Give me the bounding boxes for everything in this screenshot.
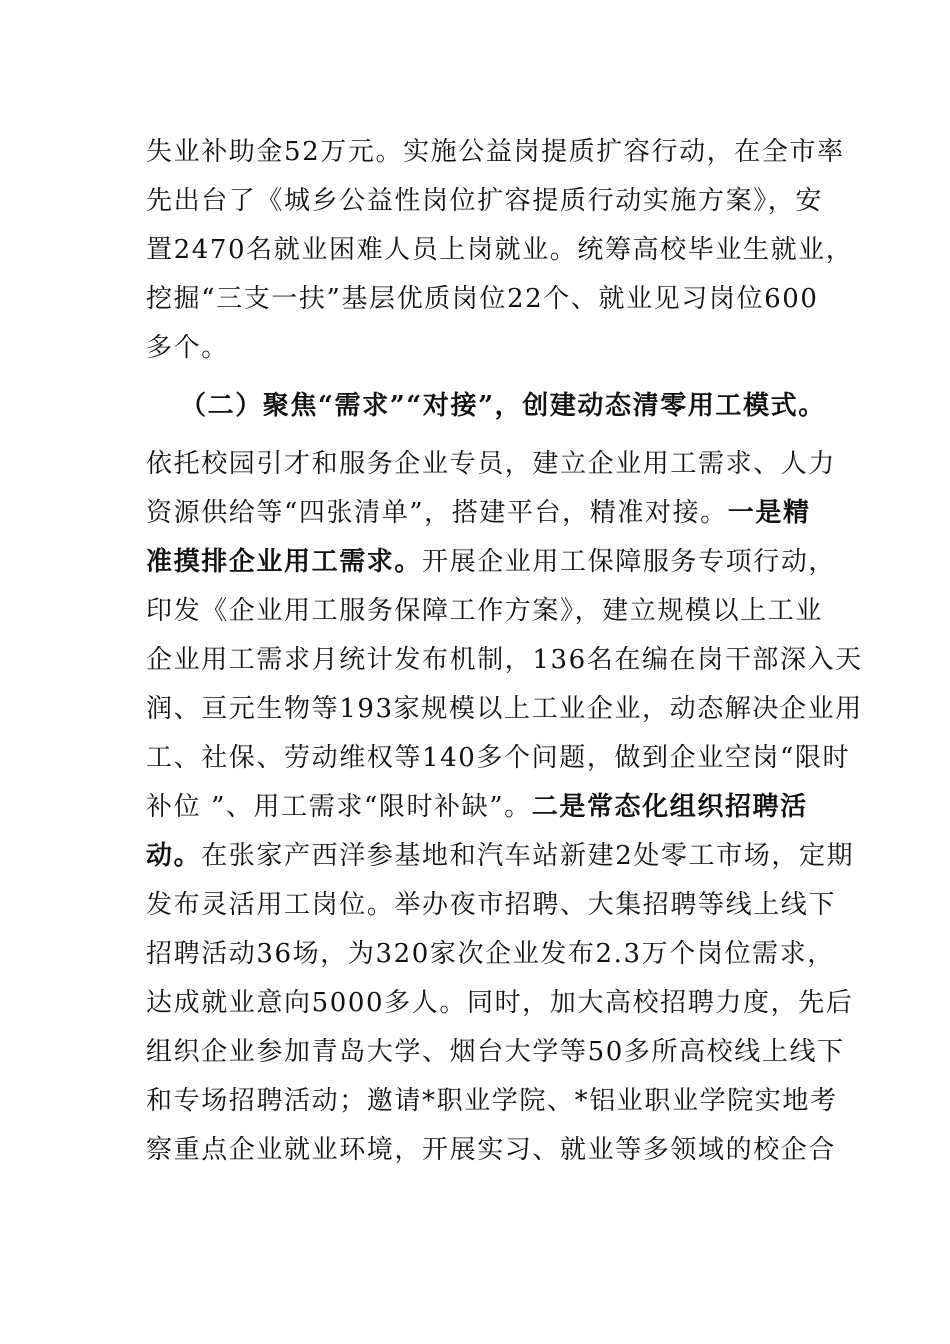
paragraph-line [146, 281, 846, 317]
paragraph-line [146, 1034, 846, 1070]
text-segment: 企业用工需求月统计发布机制，136名在编在岗干部深入天 [146, 645, 863, 675]
text-segment: 察重点企业就业环境，开展实习、就业等多领域的校企合 [146, 1135, 837, 1165]
paragraph-line [146, 183, 846, 219]
text-segment: 依托校园引才和服务企业专员，建立企业用工需求、人力 [146, 449, 837, 479]
text-segment: 招聘活动36场，为320家次企业发布2.3万个岗位需求， [146, 939, 835, 969]
paragraph-line [146, 936, 846, 972]
paragraph-line [146, 1132, 846, 1168]
text-segment: 资源供给等“四张清单”，搭建平台，精准对接。 [146, 498, 728, 528]
paragraph-line [146, 642, 863, 678]
text-segment: 先出台了《城乡公益性岗位扩容提质行动实施方案》，安 [146, 186, 824, 216]
paragraph-line [146, 330, 846, 366]
text-segment: 在张家产西洋参基地和汽车站新建2处零工市场，定期 [201, 841, 855, 871]
bold-text-segment: 动。 [146, 841, 202, 871]
section-heading [180, 388, 880, 424]
text-segment: 印发《企业用工服务保障工作方案》，建立规模以上工业 [146, 596, 824, 626]
text-segment: 工、社保、劳动维权等140多个问题，做到企业空岗“限时 [146, 743, 851, 773]
paragraph-line [146, 134, 846, 170]
paragraph-line [146, 838, 855, 874]
paragraph-line [146, 691, 863, 727]
paragraph-line [146, 544, 846, 580]
text-segment: 多个。 [146, 333, 229, 363]
paragraph-line [146, 740, 851, 776]
text-segment: 挖掘“三支一扶”基层优质岗位22个、就业见习岗位600 [146, 284, 819, 314]
text-segment: 失业补助金52万元。实施公益岗提质扩容行动，在全市率 [146, 137, 845, 167]
paragraph-line [146, 789, 846, 825]
text-segment: 开展企业用工保障服务专项行动， [422, 547, 837, 577]
text-segment: 组织企业参加青岛大学、烟台大学等50多所高校线上线下 [146, 1037, 845, 1067]
text-segment: 置2470名就业困难人员上岗就业。统筹高校毕业生就业， [146, 235, 854, 265]
bold-text-segment: 一是精 [727, 498, 811, 528]
text-segment: 润、亘元生物等193家规模以上工业企业，动态解决企业用 [146, 694, 863, 724]
text-segment: 发布灵活用工岗位。举办夜市招聘、大集招聘等线上线下 [146, 890, 837, 920]
paragraph-line [146, 593, 846, 629]
text-segment: 达成就业意向5000多人。同时，加大高校招聘力度，先后 [146, 988, 854, 1018]
paragraph-line [146, 232, 854, 268]
text-segment: 补位 ”、用工需求“限时补缺”。 [146, 792, 532, 822]
bold-text-segment: 准摸排企业用工需求。 [146, 547, 423, 577]
paragraph-line [146, 495, 846, 531]
paragraph-line [146, 1083, 846, 1119]
paragraph-line [146, 985, 854, 1021]
text-segment: 和专场招聘活动；邀请*职业学院、*铝业职业学院实地考 [146, 1086, 838, 1116]
paragraph-line [146, 887, 846, 923]
bold-text-segment: 二是常态化组织招聘活 [531, 792, 808, 822]
paragraph-line [146, 446, 846, 482]
bold-text-segment: （二）聚焦“需求”“对接”，创建动态清零用工模式。 [180, 391, 826, 421]
